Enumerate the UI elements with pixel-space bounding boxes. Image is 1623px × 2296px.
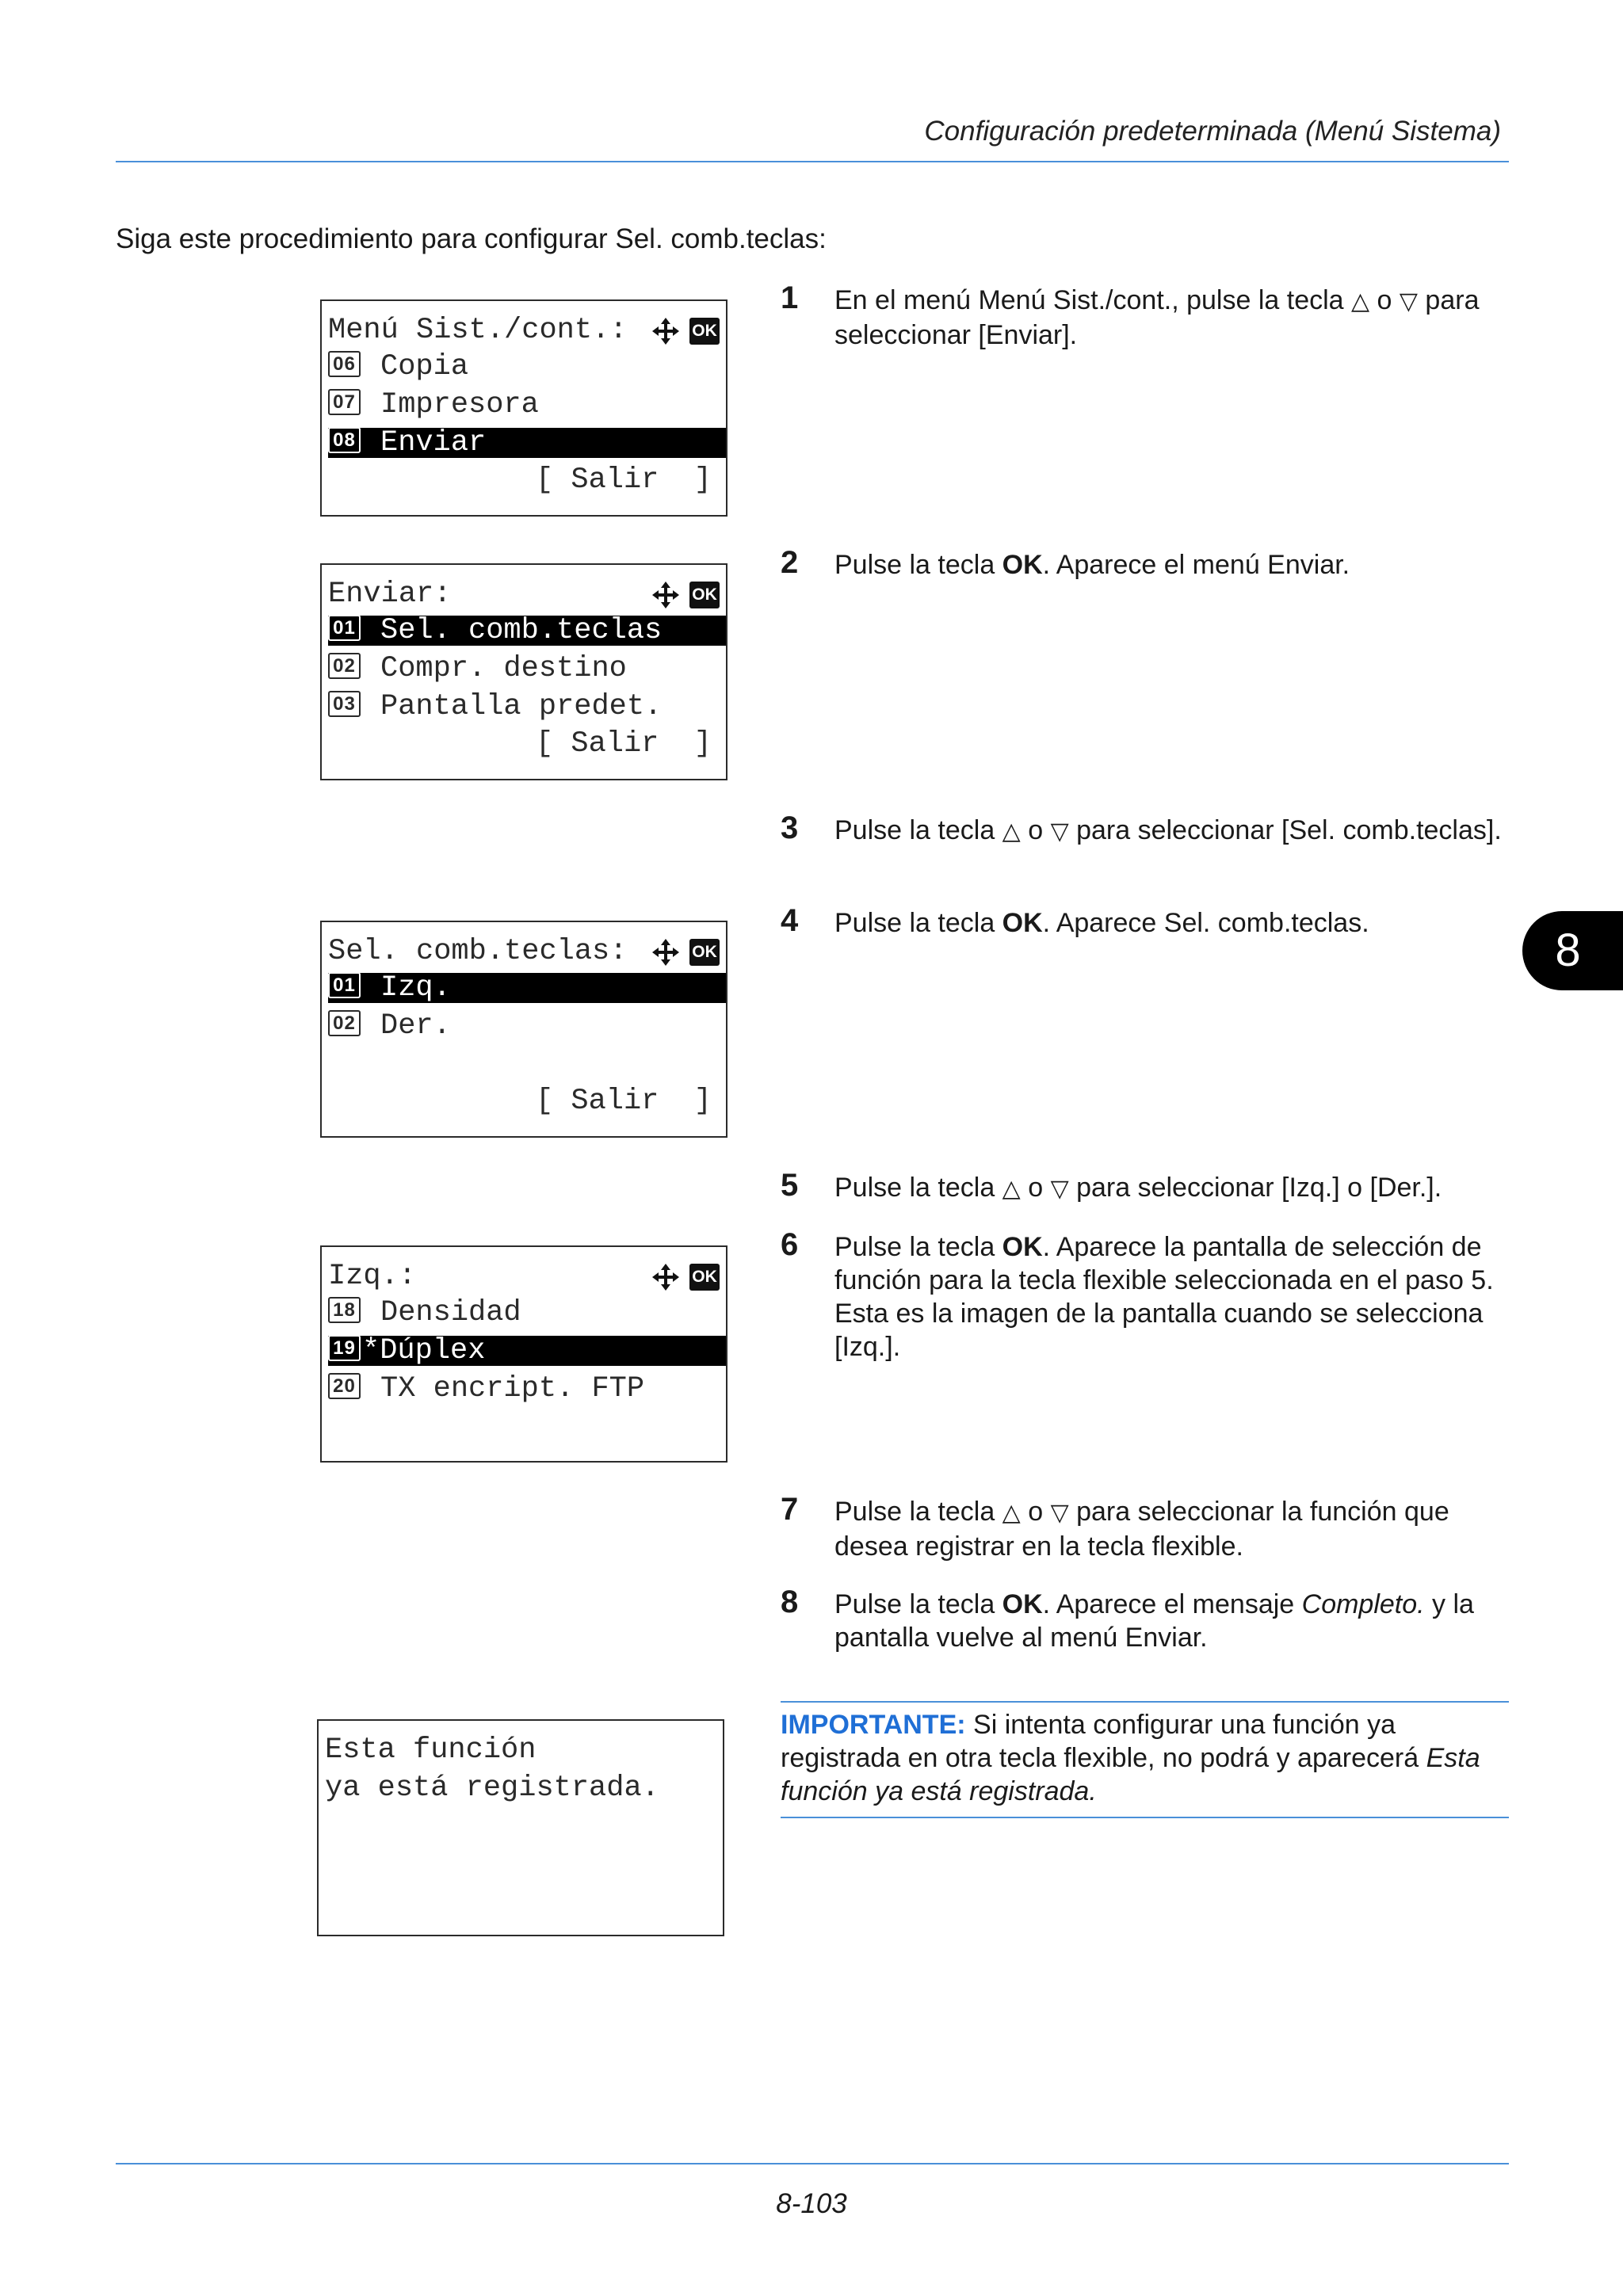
step-text: Pulse la tecla OK. Aparece el mensaje Completo. y la pantalla vuelve al menú Enviar. [834,1589,1474,1653]
up-triangle-icon: △ [1002,1500,1021,1526]
item-label: Impresora [380,388,539,421]
item-number: 20 [328,1373,361,1399]
lcd-screen-send-menu [320,563,727,780]
important-bottom-rule [781,1817,1509,1818]
step-text: Pulse la tecla △ o ▽ para seleccionar [Sel. comb.teclas]. [834,815,1502,845]
step-number: 3 [781,810,799,845]
footer-rule [116,2163,1509,2164]
item-label: Pantalla predet. [380,690,663,723]
step-number: 2 [781,545,799,580]
four-way-arrows-icon [650,315,682,347]
item-number: 06 [328,351,361,377]
step-text: Pulse la tecla △ o ▽ para seleccionar [Izq.] o [Der.]. [834,1173,1442,1203]
lcd-menu-item [328,654,726,684]
step-number: 6 [781,1227,799,1262]
lcd-screen-already-registered [317,1719,724,1936]
intro-text: Siga este procedimiento para configurar Sel. comb.teclas: [116,223,827,254]
item-label: *Dúplex [362,1334,486,1367]
item-label: TX encript. FTP [380,1372,645,1405]
item-label: Enviar [380,426,487,460]
lcd-menu-item [328,1011,726,1041]
important-top-rule [781,1701,1509,1703]
lcd-nav-icons [650,315,720,347]
lcd-screen-key-combination [320,921,727,1138]
up-triangle-icon: △ [1351,288,1370,315]
item-number: 01 [328,615,361,641]
four-way-arrows-icon [650,936,682,968]
item-number: 18 [328,1297,361,1323]
lcd-menu-item [328,1298,726,1328]
lcd-menu-item [328,1374,726,1404]
lcd-exit-softkey: [ Salir ] [535,463,712,497]
lcd-title: Menú Sist./cont.: [328,314,628,347]
ok-key-icon: OK [689,1264,720,1291]
ok-key-icon: OK [689,582,720,608]
down-triangle-icon: ▽ [1050,1176,1069,1202]
step-text: Pulse la tecla OK. Aparece el menú Enviar. [834,550,1350,580]
item-label: Der. [380,1009,451,1043]
four-way-arrows-icon [650,1261,682,1293]
lcd-nav-icons [650,579,720,611]
step-number: 1 [781,280,799,315]
lcd-exit-softkey: [ Salir ] [535,727,712,761]
step-text: Pulse la tecla OK. Aparece la pantalla de selección de función para la tecla flexible seleccionada en el paso 5. Esta es la imagen de la pantalla cuando se selecciona [Izq.]. [834,1232,1494,1362]
lcd-title: Enviar: [328,578,452,611]
lcd-nav-icons [650,1261,720,1293]
item-number: 08 [328,427,361,453]
lcd-menu-item [328,390,726,420]
item-label: Compr. destino [380,652,627,685]
step-text: Pulse la tecla △ o ▽ para seleccionar la función que desea registrar en la tecla flexible. [834,1497,1449,1562]
lcd-title: Sel. comb.teclas: [328,935,628,968]
item-number: 02 [328,653,361,679]
item-number: 01 [328,972,361,998]
page-number: 8-103 [776,2188,847,2219]
lcd-message-line: ya está registrada. [325,1772,659,1805]
lcd-exit-softkey: [ Salir ] [535,1085,712,1118]
important-message: Esta función ya está registrada. [781,1743,1480,1806]
lcd-screen-left-key-function [320,1245,727,1463]
step-number: 5 [781,1168,799,1203]
item-label: Copia [380,350,469,383]
up-triangle-icon: △ [1002,818,1021,845]
lcd-title: Izq.: [328,1260,417,1293]
item-label: Izq. [380,971,451,1005]
lcd-message-line: Esta función [325,1733,537,1767]
item-number: 03 [328,691,361,717]
item-number: 07 [328,389,361,415]
lcd-screen-system-menu [320,299,727,517]
step-number: 8 [781,1585,799,1619]
lcd-menu-item-selected [328,1336,726,1366]
ok-key-icon: OK [689,318,720,345]
step-text: Pulse la tecla OK. Aparece Sel. comb.teclas. [834,908,1369,938]
lcd-nav-icons [650,936,720,968]
item-number: 02 [328,1010,361,1036]
lcd-menu-item [328,352,726,382]
item-label: Densidad [380,1296,521,1329]
down-triangle-icon: ▽ [1050,1500,1069,1526]
chapter-tab: 8 [1522,911,1623,990]
running-header-title: Configuración predeterminada (Menú Sistema) [924,116,1501,147]
step-number: 4 [781,903,799,938]
lcd-menu-item-selected [328,428,726,458]
down-triangle-icon: ▽ [1399,288,1418,315]
step-number: 7 [781,1492,799,1527]
header-rule [116,161,1509,162]
up-triangle-icon: △ [1002,1176,1021,1202]
important-text: Si intenta configurar una función ya registrada en otra tecla flexible, no podrá y aparecerá [781,1710,1426,1773]
important-label: IMPORTANTE: [781,1710,966,1740]
ok-key-icon: OK [689,939,720,966]
lcd-menu-item-selected [328,616,726,646]
lcd-menu-item-selected [328,973,726,1003]
four-way-arrows-icon [650,579,682,611]
down-triangle-icon: ▽ [1050,818,1069,845]
important-note [781,1708,1507,1808]
lcd-menu-item [328,692,726,722]
step-text: En el menú Menú Sist./cont., pulse la tecla △ o ▽ para seleccionar [Enviar]. [834,285,1480,350]
item-label: Sel. comb.teclas [380,614,663,647]
item-number: 19 [328,1335,361,1361]
